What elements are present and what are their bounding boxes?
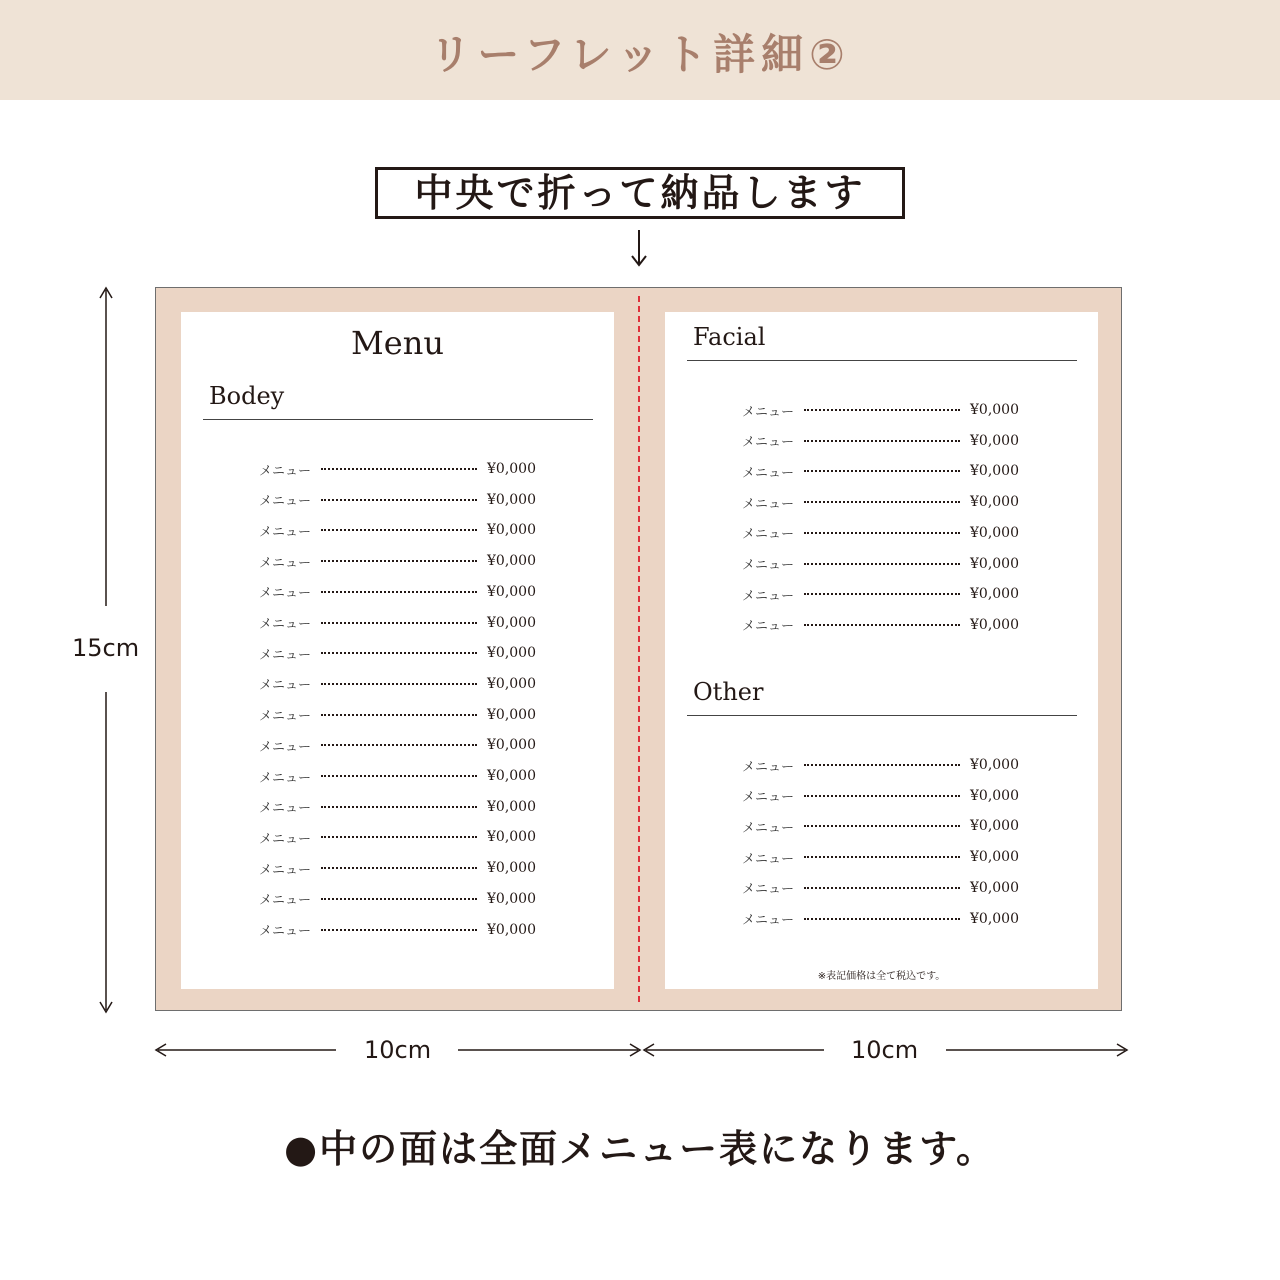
list-item	[742, 786, 1032, 806]
dot-leader	[321, 929, 477, 931]
tax-note: ※表記価格は全て税込です。	[817, 971, 946, 982]
list-item	[742, 461, 1032, 481]
dot-leader	[321, 714, 477, 716]
dot-leader	[804, 764, 960, 766]
menu-item-price: ¥0,000	[487, 614, 536, 631]
dot-leader	[804, 918, 960, 920]
list-item	[742, 615, 1032, 635]
menu-item-price: ¥0,000	[487, 921, 536, 938]
menu-item-price: ¥0,000	[487, 860, 536, 877]
menu-item-price: ¥0,000	[970, 818, 1019, 835]
menu-item-price: ¥0,000	[970, 879, 1019, 896]
menu-item-name: メニュー	[259, 463, 312, 479]
menu-item-price: ¥0,000	[487, 461, 536, 477]
menu-item-name: メニュー	[259, 617, 312, 632]
dot-leader	[804, 440, 960, 442]
menu-item-name: メニュー	[259, 524, 312, 540]
section-heading-bodey: Bodey	[209, 382, 285, 410]
menu-item-price: ¥0,000	[487, 798, 536, 815]
dot-leader	[804, 795, 960, 797]
dot-leader	[804, 470, 960, 472]
menu-item-price: ¥0,000	[487, 675, 536, 692]
dot-leader	[804, 825, 960, 827]
menu-item-price: ¥0,000	[487, 829, 536, 846]
dot-leader	[804, 532, 960, 534]
menu-item-name: メニュー	[742, 558, 795, 573]
list-item	[742, 755, 1032, 775]
list-item	[742, 816, 1032, 836]
list-item	[742, 878, 1032, 898]
menu-item-name: メニュー	[742, 435, 795, 451]
menu-item-name: メニュー	[259, 494, 312, 510]
dot-leader	[321, 499, 477, 501]
menu-item-price: ¥0,000	[487, 491, 536, 508]
menu-item-price: ¥0,000	[970, 463, 1019, 480]
menu-item-name: メニュー	[742, 882, 795, 898]
list-item	[742, 431, 1032, 451]
dot-leader	[321, 560, 477, 562]
list-item	[259, 582, 549, 602]
menu-item-name: メニュー	[742, 404, 795, 420]
dot-leader	[321, 775, 477, 777]
menu-item-price: ¥0,000	[487, 768, 536, 784]
menu-item-name: メニュー	[259, 739, 312, 755]
right-width-dimension-label: 10cm	[851, 1036, 919, 1064]
list-item	[259, 520, 549, 540]
menu-item-name: メニュー	[259, 862, 312, 878]
dot-leader	[804, 409, 960, 411]
dot-leader	[321, 529, 477, 531]
section-rule	[203, 419, 593, 420]
list-item	[742, 584, 1032, 604]
menu-item-price: ¥0,000	[487, 522, 536, 539]
menu-item-price: ¥0,000	[487, 890, 536, 907]
menu-item-name: メニュー	[742, 913, 795, 928]
menu-item-price: ¥0,000	[487, 645, 536, 662]
menu-item-price: ¥0,000	[970, 616, 1019, 633]
list-item	[259, 797, 549, 817]
list-item	[742, 400, 1032, 420]
section-heading-facial: Facial	[693, 323, 766, 351]
list-item	[742, 847, 1032, 867]
list-item	[259, 920, 549, 940]
list-item	[742, 492, 1032, 512]
page-title: リーフレット詳細②	[429, 30, 851, 79]
menu-item-price: ¥0,000	[487, 706, 536, 723]
dot-leader	[804, 887, 960, 889]
menu-item-name: メニュー	[742, 465, 795, 481]
fold-instruction-box: 中央で折って納品します	[375, 167, 905, 219]
menu-item-name: メニュー	[742, 790, 795, 806]
right-page	[665, 312, 1098, 989]
list-item	[259, 459, 549, 479]
list-item	[259, 735, 549, 755]
list-item	[259, 858, 549, 878]
menu-item-price: ¥0,000	[970, 849, 1019, 866]
menu-item-price: ¥0,000	[970, 555, 1019, 572]
center-fold-line	[638, 296, 640, 1002]
dot-leader	[321, 836, 477, 838]
dot-leader	[321, 744, 477, 746]
list-item	[742, 554, 1032, 574]
list-item	[259, 490, 549, 510]
bottom-note: ●中の面は全面メニュー表になります。	[283, 1127, 997, 1171]
dot-leader	[804, 593, 960, 595]
menu-item-price: ¥0,000	[487, 553, 536, 570]
list-item	[259, 674, 549, 694]
list-item	[259, 643, 549, 663]
menu-item-price: ¥0,000	[970, 586, 1019, 603]
menu-item-name: メニュー	[742, 496, 795, 512]
menu-item-name: メニュー	[259, 647, 312, 663]
list-item	[259, 705, 549, 725]
dot-leader	[321, 898, 477, 900]
menu-item-name: メニュー	[259, 893, 312, 909]
section-rule	[687, 360, 1077, 361]
dot-leader	[321, 806, 477, 808]
section-heading-other: Other	[693, 678, 764, 706]
menu-item-price: ¥0,000	[487, 737, 536, 754]
menu-item-price: ¥0,000	[970, 432, 1019, 449]
dot-leader	[321, 468, 477, 470]
menu-item-name: メニュー	[259, 555, 312, 571]
list-item	[259, 766, 549, 786]
left-page	[181, 312, 614, 989]
menu-item-name: メニュー	[742, 851, 795, 867]
menu-item-name: メニュー	[259, 770, 312, 786]
menu-item-name: メニュー	[259, 678, 312, 694]
menu-item-name: メニュー	[742, 759, 795, 775]
list-item	[259, 551, 549, 571]
menu-item-name: メニュー	[742, 619, 795, 635]
menu-item-name: メニュー	[742, 588, 795, 604]
menu-item-name: メニュー	[742, 820, 795, 836]
menu-item-name: メニュー	[259, 831, 312, 847]
height-dimension-label: 15cm	[72, 634, 140, 662]
dot-leader	[804, 856, 960, 858]
menu-title: Menu	[351, 324, 444, 362]
menu-item-name: メニュー	[259, 801, 312, 817]
menu-item-price: ¥0,000	[970, 757, 1019, 773]
menu-item-price: ¥0,000	[970, 402, 1019, 418]
menu-item-price: ¥0,000	[487, 583, 536, 600]
menu-item-name: メニュー	[259, 586, 312, 602]
menu-item-name: メニュー	[259, 709, 312, 725]
list-item	[259, 827, 549, 847]
list-item	[742, 909, 1032, 929]
dot-leader	[804, 563, 960, 565]
list-item	[742, 523, 1032, 543]
menu-item-name: メニュー	[259, 924, 312, 939]
list-item	[259, 613, 549, 633]
menu-item-price: ¥0,000	[970, 787, 1019, 804]
list-item	[259, 889, 549, 909]
menu-item-name: メニュー	[742, 527, 795, 543]
dot-leader	[321, 652, 477, 654]
dot-leader	[321, 622, 477, 624]
left-width-dimension-label: 10cm	[364, 1036, 432, 1064]
menu-item-price: ¥0,000	[970, 910, 1019, 927]
section-rule	[687, 715, 1077, 716]
leaflet-spread	[155, 287, 1122, 1011]
menu-item-price: ¥0,000	[970, 524, 1019, 541]
menu-item-price: ¥0,000	[970, 494, 1019, 511]
dot-leader	[804, 624, 960, 626]
dot-leader	[321, 683, 477, 685]
dot-leader	[321, 867, 477, 869]
dot-leader	[321, 591, 477, 593]
dot-leader	[804, 501, 960, 503]
